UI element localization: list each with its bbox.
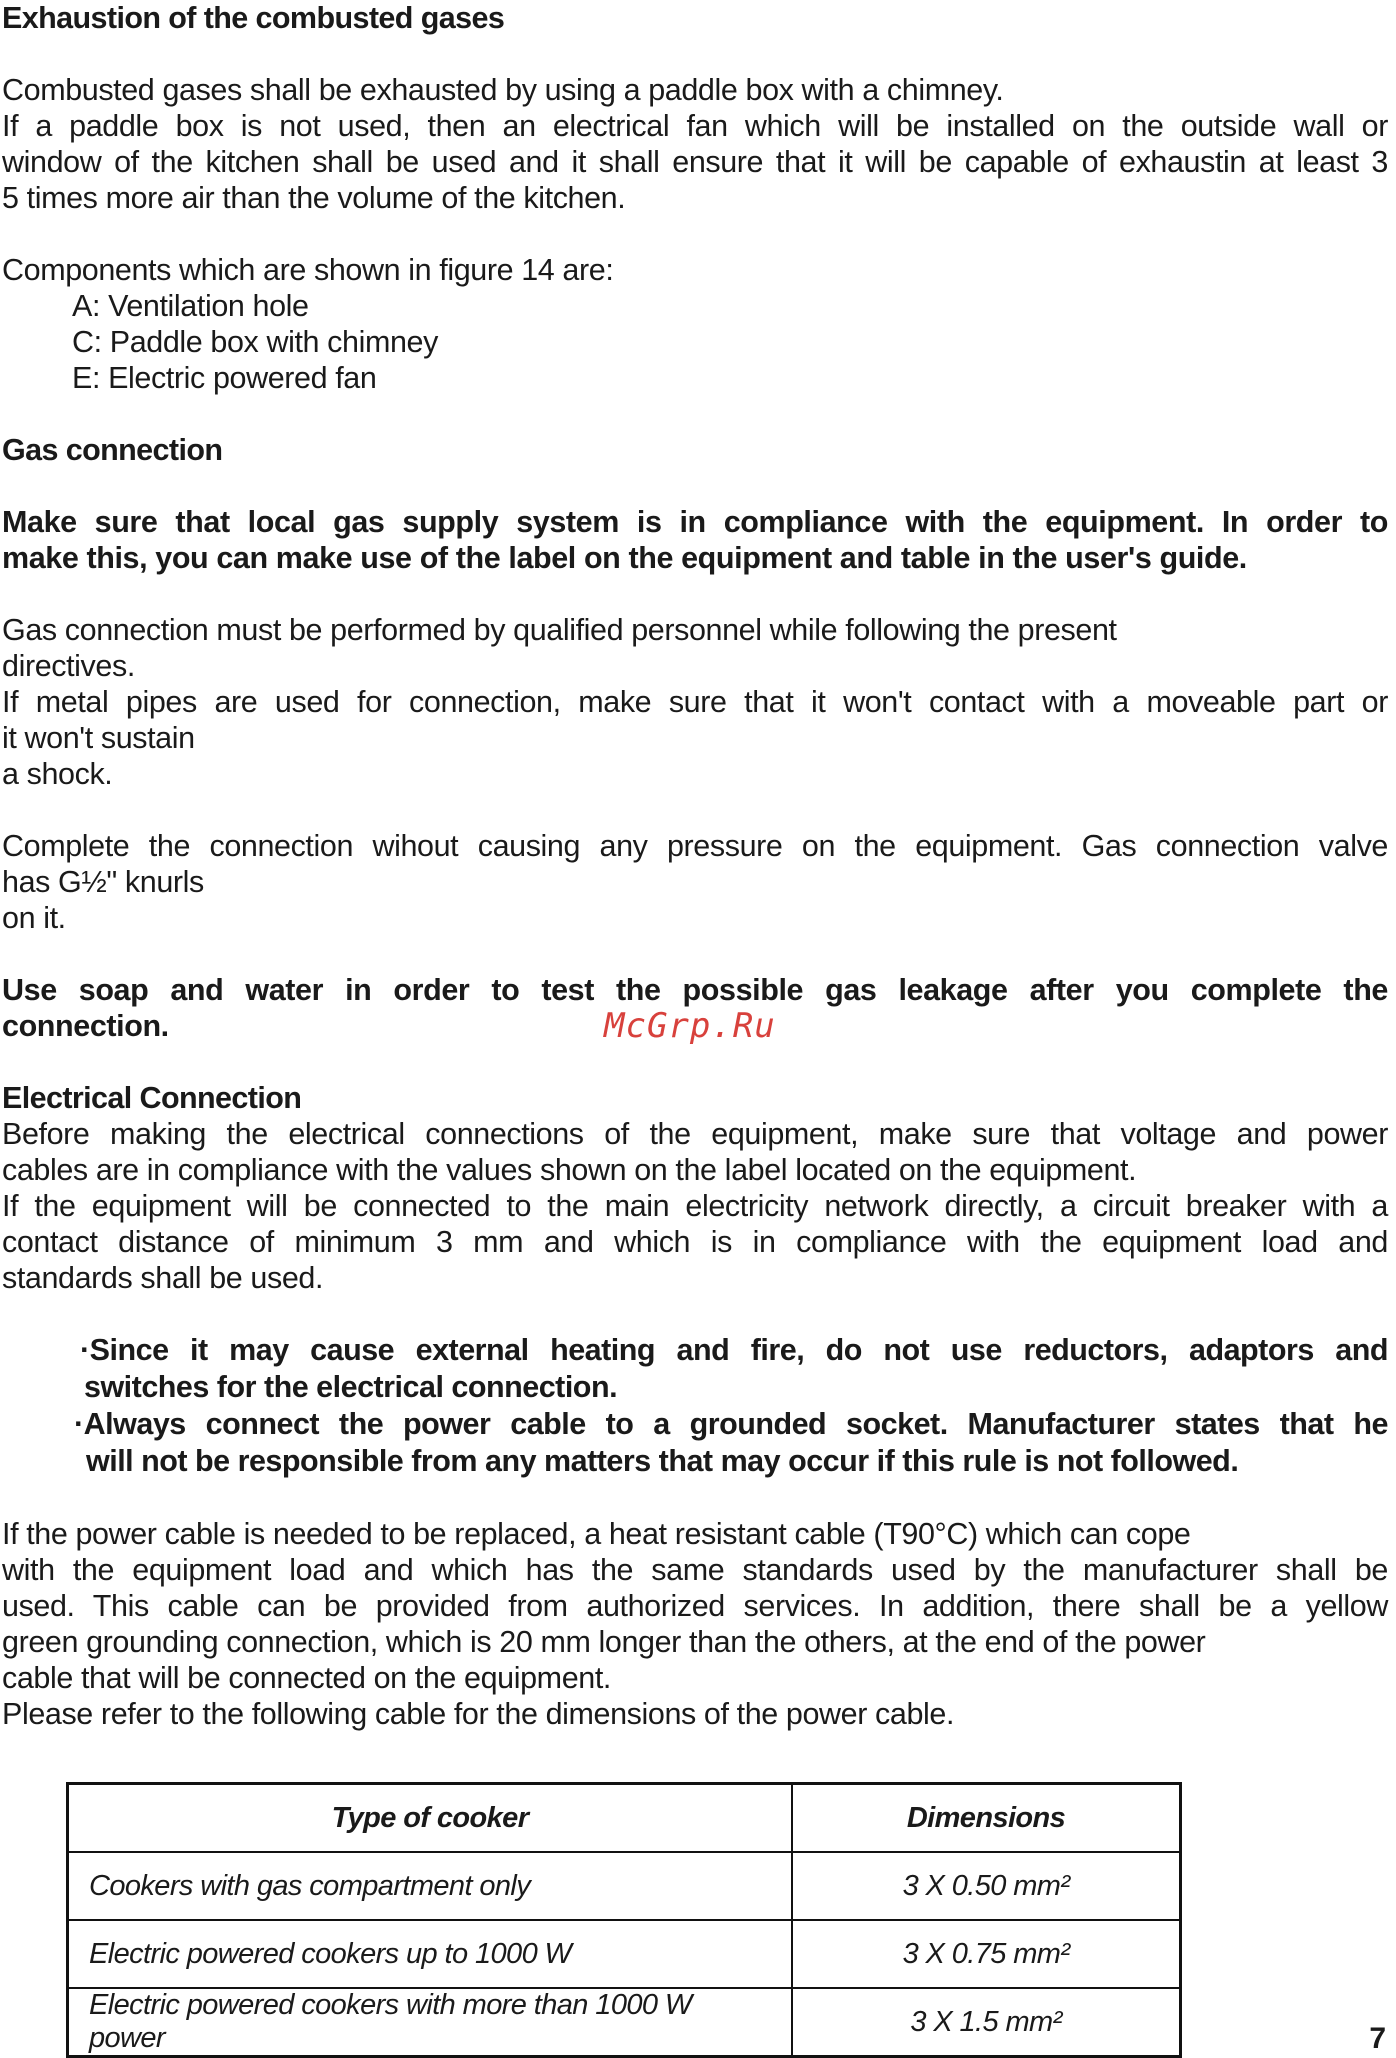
electrical-text: contact distance of minimum 3 mm and which is in compliance with the equipment load and: [2, 1225, 1388, 1259]
component-item: E: Electric powered fan: [72, 361, 377, 395]
warning-bullet: switches for the electrical connection.: [84, 1370, 618, 1404]
document-page: [2, 0, 1388, 1732]
cable-text: Please refer to the following cable for the dimensions of the power cable.: [2, 1697, 955, 1731]
cable-text: cable that will be connected on the equipment.: [2, 1661, 611, 1695]
components-intro: Components which are shown in figure 14 are:: [2, 253, 614, 287]
page-number: 7: [1369, 2022, 1386, 2055]
table-row: [68, 1920, 1181, 1988]
component-item: C: Paddle box with chimney: [72, 325, 438, 359]
table-cell: Electric powered cookers with more than 1000 W power: [68, 1988, 793, 2057]
gas-text: Complete the connection wihout causing any pressure on the equipment. Gas connection valve: [2, 829, 1388, 863]
exhaust-text-3: window of the kitchen shall be used and it shall ensure that it will be capable of exhaustin at least 3: [2, 145, 1388, 179]
electrical-text: cables are in compliance with the values shown on the label located on the equipment.: [2, 1153, 1137, 1187]
cable-text: with the equipment load and which has the same standards used by the manufacturer shall be: [2, 1553, 1388, 1587]
warning-bullet: ·Since it may cause external heating and fire, do not use reductors, adaptors and: [80, 1333, 1388, 1367]
gas-text: Gas connection must be performed by qualified personnel while following the present: [2, 613, 1117, 647]
table-header-row: [68, 1784, 1181, 1853]
table-cell: 3 X 1.5 mm²: [792, 1988, 1181, 2057]
table-row: [68, 1852, 1181, 1920]
cable-text: If the power cable is needed to be replaced, a heat resistant cable (T90°C) which can cope: [2, 1517, 1191, 1551]
exhaust-text-2: If a paddle box is not used, then an electrical fan which will be installed on the outside wall or: [2, 109, 1388, 143]
table-row: [68, 1988, 1181, 2057]
table-header: Dimensions: [792, 1784, 1181, 1853]
table-cell: 3 X 0.50 mm²: [792, 1852, 1181, 1920]
leak-test-2: connection.: [2, 1009, 169, 1043]
watermark: McGrp.Ru: [604, 1006, 776, 1046]
cable-text: green grounding connection, which is 20 mm longer than the others, at the end of the power: [2, 1625, 1206, 1659]
heading-exhaustion: Exhaustion of the combusted gases: [2, 1, 505, 35]
electrical-text: standards shall be used.: [2, 1261, 324, 1295]
exhaust-text-1: Combusted gases shall be exhausted by using a paddle box with a chimney.: [2, 73, 1004, 107]
gas-text: has G½" knurls: [2, 865, 204, 899]
table-header: Type of cooker: [68, 1784, 793, 1853]
gas-warning-2: make this, you can make use of the label on the equipment and table in the user's guide.: [2, 541, 1247, 575]
warning-bullet: ·Always connect the power cable to a grounded socket. Manufacturer states that he: [74, 1407, 1388, 1441]
cable-text: used. This cable can be provided from authorized services. In addition, there shall be a yellow: [2, 1589, 1388, 1623]
gas-text: a shock.: [2, 757, 113, 791]
table-cell: Cookers with gas compartment only: [68, 1852, 793, 1920]
electrical-text: Before making the electrical connections of the equipment, make sure that voltage and power: [2, 1117, 1388, 1151]
component-item: A: Ventilation hole: [72, 289, 309, 323]
gas-text: on it.: [2, 901, 66, 935]
gas-text: If metal pipes are used for connection, make sure that it won't contact with a moveable part or: [2, 685, 1388, 719]
heading-electrical-connection: Electrical Connection: [2, 1081, 302, 1115]
electrical-text: If the equipment will be connected to the main electricity network directly, a circuit breaker with a: [2, 1189, 1388, 1223]
warning-bullet: will not be responsible from any matters that may occur if this rule is not followed.: [86, 1444, 1239, 1478]
gas-text: it won't sustain: [2, 721, 195, 755]
table-cell: Electric powered cookers up to 1000 W: [68, 1920, 793, 1988]
table-cell: 3 X 0.75 mm²: [792, 1920, 1181, 1988]
gas-warning-1: Make sure that local gas supply system is in compliance with the equipment. In order to: [2, 505, 1388, 539]
leak-test-1: Use soap and water in order to test the possible gas leakage after you complete the: [2, 973, 1388, 1007]
exhaust-text-4: 5 times more air than the volume of the kitchen.: [2, 181, 626, 215]
cable-dimensions-table: [66, 1782, 1182, 2058]
gas-text: directives.: [2, 649, 135, 683]
heading-gas-connection: Gas connection: [2, 433, 223, 467]
